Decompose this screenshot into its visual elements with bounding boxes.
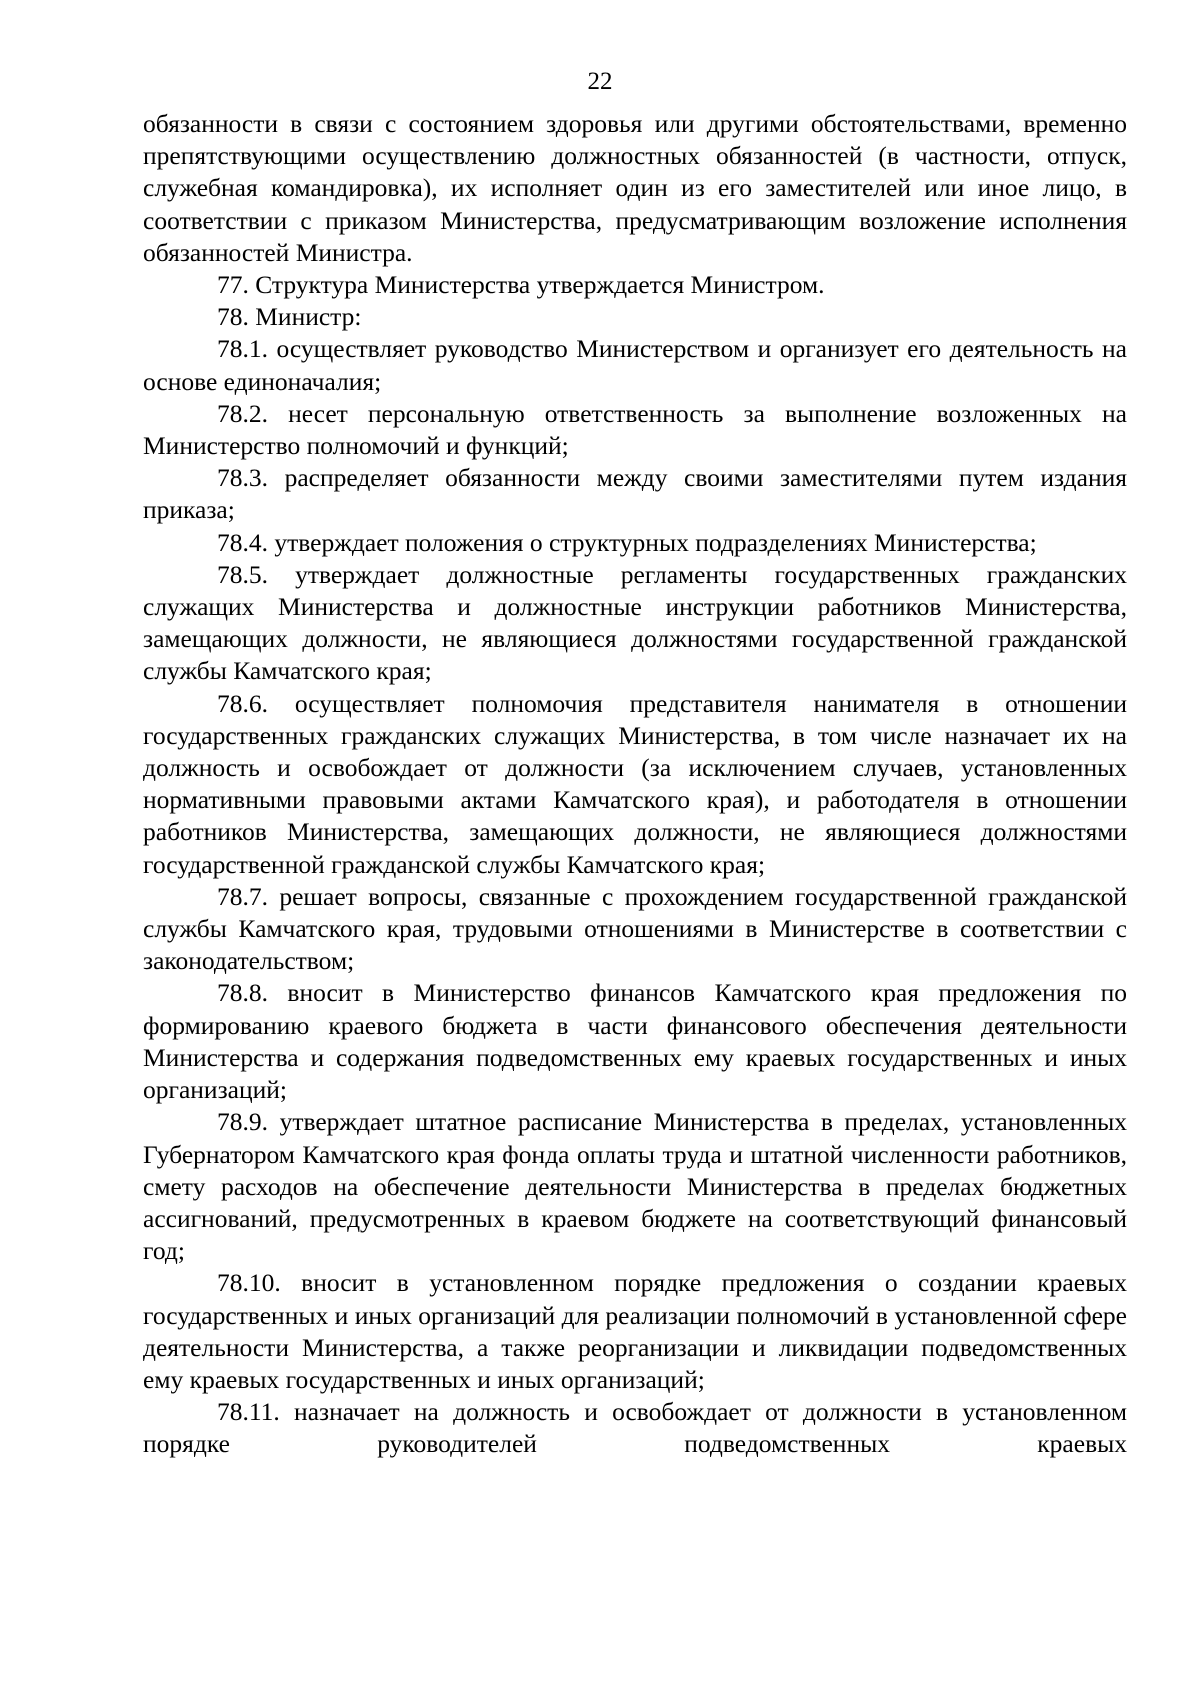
document-body [143,108,1127,1461]
paragraph-78-6: 78.6. осуществляет полномочия представителя нанимателя в отношении государственных гражданских служащих Министерства, в том числе назначает их на должность и освобождает от должности (за исключением случаев, установленных нормативными правовыми актами Камчатского края), и работодателя в отношении работников Министерства, замещающих должности, не являющиеся должностями государственной гражданской службы Камчатского края; [143,688,1127,879]
paragraph-78-1: 78.1. осуществляет руководство Министерством и организует его деятельность на основе единоначалия; [143,334,1127,396]
paragraph-78-9: 78.9. утверждает штатное расписание Министерства в пределах, установленных Губернатором Камчатского края фонда оплаты труда и штатной численности работников, смету расходов на обеспечение деятельности Министерства в пределах бюджетных ассигнований, предусмотренных в краевом бюджете на соответствующий финансовый год; [143,1107,1127,1266]
paragraph-78-2: 78.2. несет персональную ответственность за выполнение возложенных на Министерство полномочий и функций; [143,398,1127,461]
paragraph-78-7: 78.7. решает вопросы, связанные с прохождением государственной гражданской службы Камчатского края, трудовыми отношениями в Министерстве в соответствии с законодательством; [143,881,1127,976]
paragraph-78: 78. Министр: [217,302,362,332]
page-number: 22 [587,68,613,95]
paragraph-78-3: 78.3. распределяет обязанности между своими заместителями путем издания приказа; [143,463,1127,525]
paragraph-78-5: 78.5. утверждает должностные регламенты государственных гражданских служащих Министерства и должностные инструкции работников Министерства, замещающих должности, не являющиеся должностями государственной гражданской службы Камчатского края; [143,559,1127,686]
paragraph-78-10: 78.10. вносит в установленном порядке предложения о создании краевых государственных и иных организаций для реализации полномочий в установленной сфере деятельности Министерства, а также реорганизации и ликвидации подведомственных ему краевых государственных и иных организаций; [143,1268,1127,1394]
paragraph-78-4: 78.4. утверждает положения о структурных подразделениях Министерства; [217,527,1037,557]
paragraph-78-8: 78.8. вносит в Министерство финансов Камчатского края предложения по формированию краевого бюджета в части финансового обеспечения деятельности Министерства и содержания подведомственных ему краевых государственных и иных организаций; [143,978,1127,1105]
paragraph-continuation: обязанности в связи с состоянием здоровья или другими обстоятельствами, временно препятствующими осуществлению должностных обязанностей (в частности, отпуск, служебная командировка), их исполняет один из его заместителей или иное лицо, в соответствии с приказом Министерства, предусматривающим возложение исполнения обязанностей Министра. [143,109,1127,267]
paragraph-78-11: 78.11. назначает на должность и освобождает от должности в установленном порядке руководителей подведомственных краевых [143,1397,1127,1459]
paragraph-77: 77. Структура Министерства утверждается Министром. [217,270,825,300]
